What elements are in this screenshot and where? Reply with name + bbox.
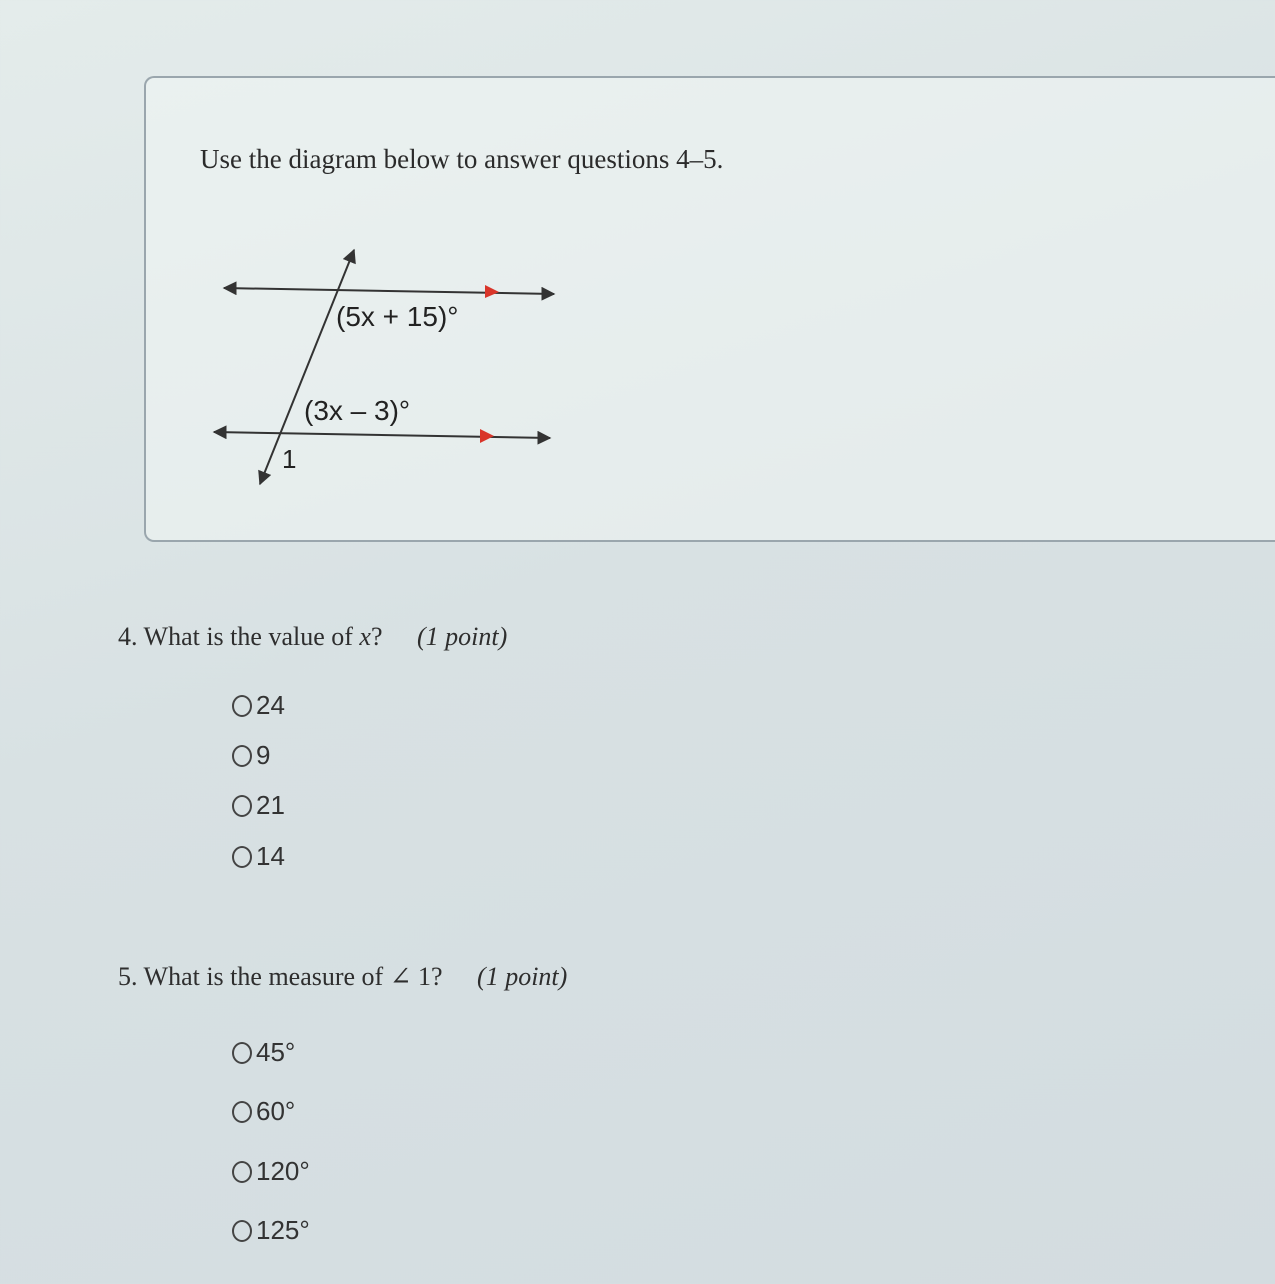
- question-text: What is the value of x?: [143, 622, 383, 651]
- top-parallel-marker: [485, 285, 499, 298]
- transversal-line: [260, 250, 354, 484]
- q4-option-21[interactable]: [232, 790, 285, 821]
- option-label: 14: [256, 841, 285, 871]
- q4-option-24[interactable]: [232, 690, 285, 721]
- diagram-panel: [144, 76, 1275, 542]
- q5-option-60[interactable]: [232, 1096, 295, 1127]
- bottom-parallel-marker: [480, 429, 494, 443]
- question-text: What is the measure of ∠ 1?: [143, 962, 443, 991]
- angle-label-bottom: (3x – 3)°: [304, 395, 411, 426]
- question-points: (1 point): [417, 622, 508, 651]
- question-number: 4.: [118, 622, 138, 651]
- option-label: 21: [256, 790, 285, 820]
- option-label: 24: [256, 690, 285, 720]
- option-label: 45°: [256, 1037, 296, 1067]
- radio-button[interactable]: [232, 1042, 252, 1064]
- bottom-parallel-line: [214, 432, 550, 438]
- question-5: [118, 962, 567, 992]
- instructions-text: Use the diagram below to answer questions 4–5.: [200, 144, 724, 174]
- q5-option-120[interactable]: [232, 1156, 310, 1187]
- q4-option-14[interactable]: [232, 841, 285, 872]
- radio-button[interactable]: [232, 795, 252, 817]
- parallel-lines-diagram: [202, 238, 562, 503]
- angle-1-label: 1: [282, 444, 297, 474]
- radio-button[interactable]: [232, 846, 252, 868]
- diagram-svg: [202, 238, 562, 498]
- q4-option-9[interactable]: [232, 740, 270, 771]
- option-label: 60°: [256, 1096, 296, 1126]
- question-points: (1 point): [477, 962, 568, 991]
- radio-button[interactable]: [232, 1101, 252, 1123]
- option-label: 9: [256, 740, 271, 770]
- radio-button[interactable]: [232, 1161, 252, 1183]
- q5-option-125[interactable]: [232, 1215, 310, 1246]
- radio-button[interactable]: [232, 745, 252, 767]
- question-4: [118, 622, 507, 652]
- radio-button[interactable]: [232, 1220, 252, 1242]
- option-label: 120°: [256, 1156, 310, 1186]
- angle-label-top: (5x + 15)°: [336, 301, 459, 332]
- q5-option-45[interactable]: [232, 1037, 295, 1068]
- radio-button[interactable]: [232, 695, 252, 717]
- option-label: 125°: [256, 1215, 310, 1245]
- top-parallel-line: [224, 288, 554, 294]
- question-number: 5.: [118, 962, 138, 991]
